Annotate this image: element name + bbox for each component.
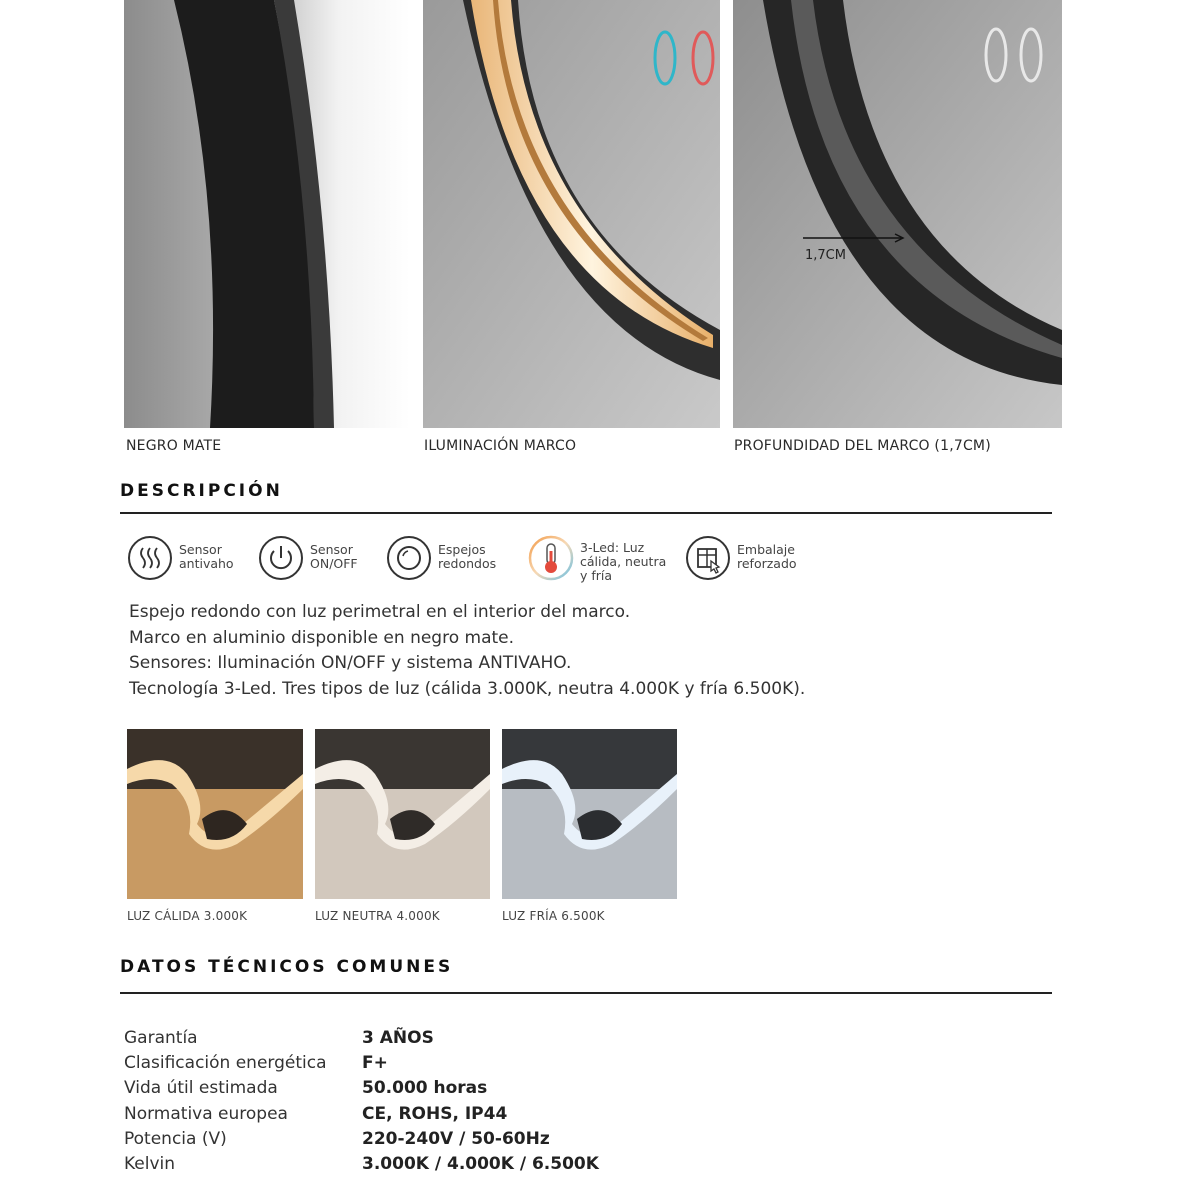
feature-3-led: [528, 535, 666, 587]
light-sample-fria: [502, 729, 677, 899]
spec-row: [124, 1076, 599, 1101]
spec-value: 220-240V / 50-60Hz: [362, 1128, 550, 1149]
feature-redondos: [386, 535, 496, 587]
spec-value: 50.000 horas: [362, 1078, 488, 1099]
spec-value: 3.000K / 4.000K / 6.500K: [362, 1154, 599, 1175]
feature-label: Sensor antivaho: [179, 542, 234, 571]
packaging-icon: [685, 535, 731, 581]
feature-label: 3-Led: Luz cálida, neutra y fría: [580, 540, 667, 583]
feature-on-off: [258, 535, 358, 587]
section-title-descripcion: DESCRIPCIÓN: [120, 481, 283, 501]
spec-label: Garantía: [124, 1027, 198, 1048]
light-sample-caption: LUZ NEUTRA 4.000K: [315, 909, 440, 923]
feature-label: Sensor ON/OFF: [310, 542, 358, 571]
round-mirror-icon: [386, 535, 432, 581]
description-line: Espejo redondo con luz perimetral en el interior del marco.: [129, 602, 631, 622]
photo-caption: ILUMINACIÓN MARCO: [424, 438, 577, 454]
power-icon: [258, 535, 304, 581]
photo-profundidad-marco: [733, 0, 1062, 428]
thermometer-icon: [528, 535, 574, 581]
spec-value: CE, ROHS, IP44: [362, 1103, 508, 1124]
spec-value: F+: [362, 1052, 388, 1073]
description-text: [129, 600, 805, 702]
anti-fog-icon: [127, 535, 173, 581]
description-line: Tecnología 3-Led. Tres tipos de luz (cálida 3.000K, neutra 4.000K y fría 6.500K).: [129, 678, 806, 699]
measure-label: 1,7CM: [805, 248, 846, 263]
spec-row: [124, 1126, 599, 1151]
spec-value: 3 AÑOS: [362, 1027, 434, 1048]
photo-caption: PROFUNDIDAD DEL MARCO (1,7CM): [734, 438, 991, 454]
spec-row: [124, 1025, 599, 1050]
feature-antivaho: [127, 535, 234, 587]
spec-label: Clasificación energética: [124, 1052, 327, 1073]
spec-row: [124, 1101, 599, 1126]
tech-specs-table: [124, 1025, 599, 1177]
spec-label: Kelvin: [124, 1154, 176, 1175]
spec-label: Vida útil estimada: [124, 1078, 278, 1099]
section-title-datos-tecnicos: DATOS TÉCNICOS COMUNES: [120, 957, 454, 977]
spec-row: [124, 1050, 599, 1075]
feature-label: Embalaje reforzado: [737, 542, 797, 571]
description-line: Sensores: Iluminación ON/OFF y sistema ANTIVAHO.: [129, 653, 572, 673]
photo-iluminacion-marco: [423, 0, 720, 428]
description-line: Marco en aluminio disponible en negro mate.: [129, 627, 515, 648]
section-divider: [120, 992, 1052, 994]
light-sample-caption: LUZ FRÍA 6.500K: [502, 909, 605, 923]
light-sample-calida: [127, 729, 303, 899]
spec-label: Potencia (V): [124, 1128, 227, 1149]
feature-label: Espejos redondos: [438, 542, 497, 571]
spec-row: [124, 1151, 599, 1176]
section-divider: [120, 512, 1052, 514]
feature-embalaje: [685, 535, 797, 587]
photo-negro-mate: [124, 0, 410, 428]
photo-caption: NEGRO MATE: [126, 438, 222, 454]
light-sample-neutra: [315, 729, 490, 899]
light-sample-caption: LUZ CÁLIDA 3.000K: [127, 909, 248, 923]
spec-label: Normativa europea: [124, 1103, 288, 1124]
